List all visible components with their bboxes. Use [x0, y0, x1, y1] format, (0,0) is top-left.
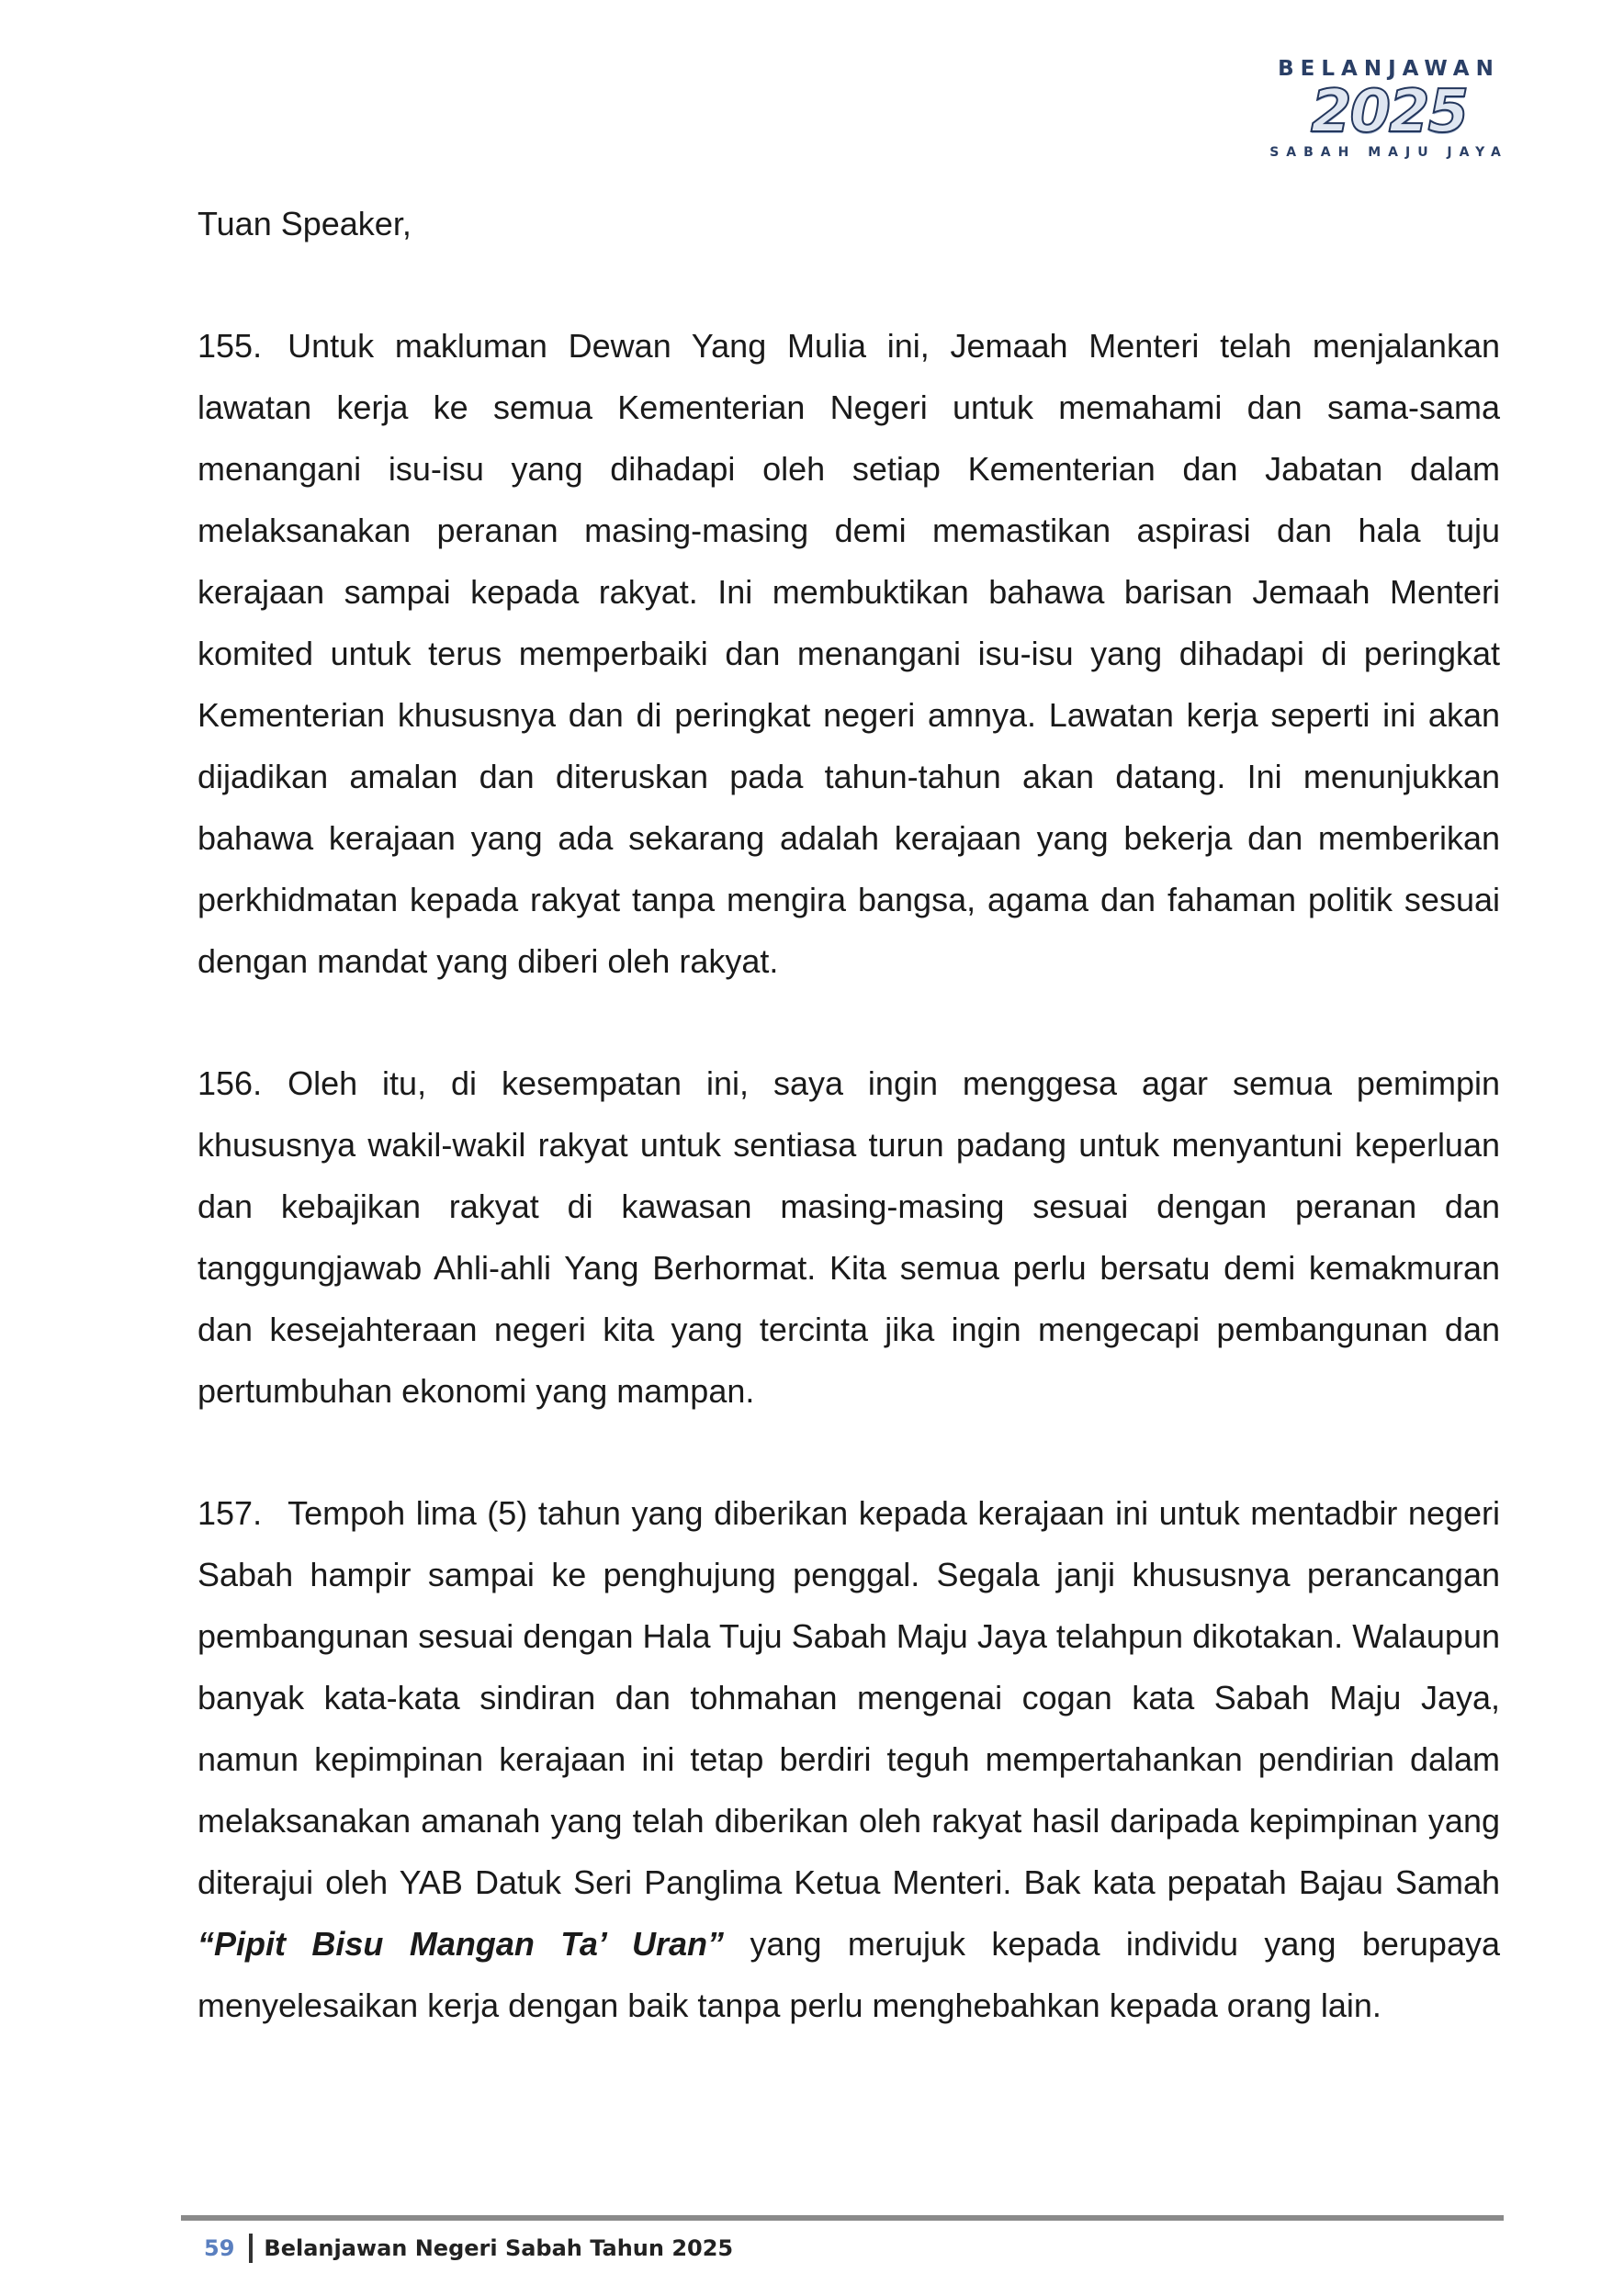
paragraph-155: [197, 315, 1500, 992]
footer-title: Belanjawan Negeri Sabah Tahun 2025: [264, 2235, 734, 2261]
document-body: [197, 193, 1500, 2036]
footer-divider: [181, 2215, 1504, 2221]
paragraph-156: [197, 1052, 1500, 1422]
page-footer: [204, 2230, 733, 2267]
logo-tagline: SABAH MAJU JAYA: [1269, 145, 1508, 160]
logo-top-text: BELANJAWAN: [1278, 57, 1500, 81]
belanjawan-2025-logo: [1255, 57, 1523, 186]
paragraph-text: Tempoh lima (5) tahun yang diberikan kepada kerajaan ini untuk mentadbir negeri Sabah hampir sampai ke penghujung penggal. Segala janji khususnya perancangan pembangunan sesuai dengan Hala Tuju Sabah Maju Jaya telahpun dikotakan. Walaupun banyak kata-kata sindiran dan tohmahan mengenai cogan kata Sabah Maju Jaya, namun kepimpinan kerajaan ini tetap berdiri teguh mempertahankan pendirian dalam melaksanakan amanah yang telah diberikan oleh rakyat hasil daripada kepimpinan yang diterajui oleh YAB Datuk Seri Panglima Ketua Menteri. Bak kata pepatah Bajau Samah: [197, 1494, 1500, 1901]
paragraph-number: 157.: [197, 1494, 263, 1532]
logo-year: 2025: [1310, 78, 1468, 146]
paragraph-number: 155.: [197, 327, 263, 365]
paragraph-text-continued: yang merujuk kepada individu yang berupaya menyelesaikan kerja dengan baik tanpa perlu menghebahkan kepada orang lain.: [197, 1925, 1500, 2024]
paragraph-text: Untuk makluman Dewan Yang Mulia ini, Jemaah Menteri telah menjalankan lawatan kerja ke semua Kementerian Negeri untuk memahami dan sama-sama menangani isu-isu yang dihadapi oleh setiap Kementerian dan Jabatan dalam melaksanakan peranan masing-masing demi memastikan aspirasi dan hala tuju kerajaan sampai kepada rakyat. Ini membuktikan bahawa barisan Jemaah Menteri komited untuk terus memperbaiki dan menangani isu-isu yang dihadapi di peringkat Kementerian khususnya dan di peringkat negeri amnya. Lawatan kerja seperti ini akan dijadikan amalan dan diteruskan pada tahun-tahun akan datang. Ini menunjukkan bahawa kerajaan yang ada sekarang adalah kerajaan yang bekerja dan memberikan perkhidmatan kepada rakyat tanpa mengira bangsa, agama dan fahaman politik sesuai dengan mandat yang diberi oleh rakyat.: [197, 327, 1500, 980]
page-number: 59: [204, 2235, 235, 2261]
footer-separator: [249, 2234, 253, 2263]
salutation: Tuan Speaker,: [197, 205, 412, 242]
paragraph-157: [197, 1482, 1500, 2036]
paragraph-text: Oleh itu, di kesempatan ini, saya ingin menggesa agar semua pemimpin khususnya wakil-wakil rakyat untuk sentiasa turun padang untuk menyantuni keperluan dan kebajikan rakyat di kawasan masing-masing sesuai dengan peranan dan tanggungjawab Ahli-ahli Yang Berhormat. Kita semua perlu bersatu demi kemakmuran dan kesejahteraan negeri kita yang tercinta jika ingin mengecapi pembangunan dan pertumbuhan ekonomi yang mampan.: [197, 1064, 1500, 1410]
bajau-proverb-quote: “Pipit Bisu Mangan Ta’ Uran”: [197, 1925, 725, 1963]
paragraph-number: 156.: [197, 1064, 263, 1102]
